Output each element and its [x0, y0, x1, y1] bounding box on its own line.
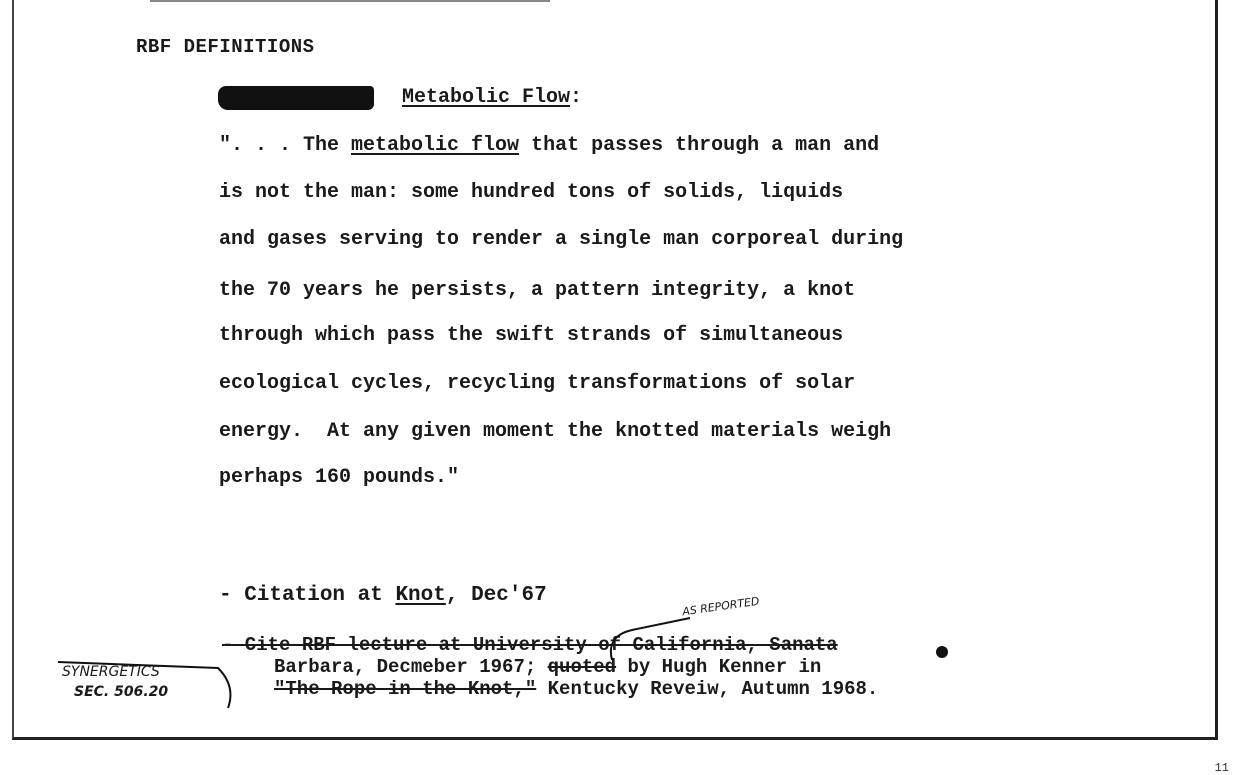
ink-dot — [936, 646, 948, 658]
quote-line-1-underlined: metabolic flow — [351, 134, 520, 157]
quote-line-1-post: that passes through a man and — [519, 134, 880, 157]
margin-note-line-1: SYNERGETICS — [62, 664, 160, 680]
citation-knot-pre: - Citation at — [219, 584, 396, 607]
quote-line-2: is not the man: some hundred tons of solids, liquids — [219, 181, 844, 204]
quote-line-3: and gases serving to render a single man corporeal during — [219, 228, 904, 251]
citation-lecture-line-3b: Kentucky Reveiw, Autumn 1968. — [536, 678, 879, 700]
quote-line-1-pre: ". . . The — [219, 134, 352, 157]
insert-caret — [611, 618, 690, 660]
citation-knot-underlined: Knot — [395, 584, 446, 607]
citation-lecture-line-1: - Cite RBF lecture at University of California, Sanata — [222, 634, 838, 656]
citation-lecture-line-2a: Barbara, Decmeber 1967; — [274, 656, 548, 678]
quote-line-6: ecological cycles, recycling transformations of solar — [219, 372, 856, 395]
page-number: 11 — [1214, 761, 1229, 775]
definition-title-text: Metabolic Flow — [402, 86, 571, 109]
page-title: RBF DEFINITIONS — [136, 36, 315, 58]
quote-line-5: through which pass the swift strands of simultaneous — [219, 324, 844, 347]
handwritten-insert: AS REPORTED — [681, 594, 761, 619]
citation-lecture-line-2b: by Hugh Kenner in — [616, 656, 822, 678]
margin-note-line-2: SEC. 506.20 — [74, 684, 169, 700]
quote-line-8: perhaps 160 pounds." — [219, 466, 460, 489]
citation-lecture-struck-word: quoted — [547, 656, 617, 678]
quote-line-7: energy. At any given moment the knotted materials weigh — [219, 420, 892, 443]
margin-note-bracket — [58, 662, 230, 708]
quote-line-4: the 70 years he persists, a pattern integrity, a knot — [219, 279, 856, 302]
definition-title-colon: : — [570, 86, 583, 109]
citation-knot-post: , Dec'67 — [445, 584, 547, 607]
citation-lecture-struck-title: "The Rope in the Knot," — [274, 678, 537, 700]
